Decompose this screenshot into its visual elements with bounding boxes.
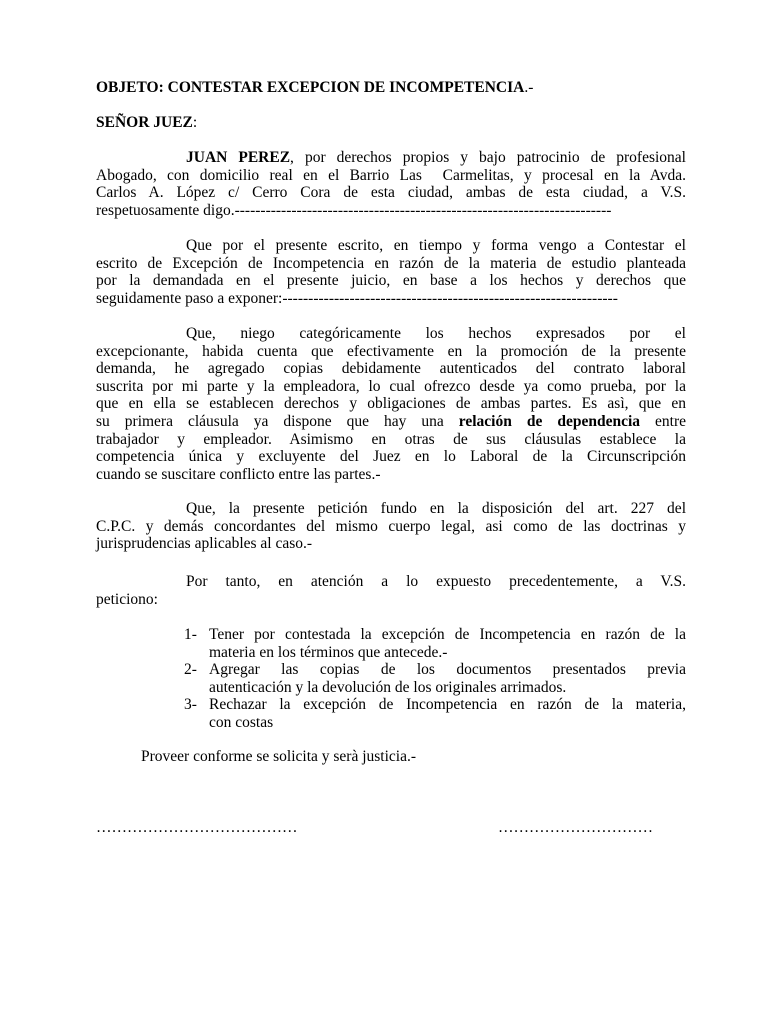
paragraph-line: Por tanto, en atención a lo expuesto precedentemente, a V.S. bbox=[186, 573, 686, 590]
closing-line: Proveer conforme se solicita y serà justicia.- bbox=[141, 748, 417, 765]
petition-list bbox=[184, 626, 686, 732]
paragraph-line: seguidamente paso a exponer:----------------------------------------------------------------- bbox=[96, 289, 618, 307]
paragraph-line: jurisprudencias aplicables al caso.- bbox=[96, 535, 313, 553]
paragraph-line: C.P.C. y demás concordantes del mismo cuerpo legal, asi como de las doctrinas y bbox=[96, 517, 686, 535]
salutation-suffix: : bbox=[192, 114, 198, 131]
paragraph-line bbox=[96, 413, 686, 431]
paragraph-line: escrito de Excepción de Incompetencia en razón de la materia de estudio planteada bbox=[96, 254, 686, 272]
paragraph-line: trabajador y empleador. Asimismo en otras de sus cláusulas establece la bbox=[96, 430, 686, 448]
paragraph-line: que en ella se establecen derechos y obligaciones de ambas partes. Es asì, que en bbox=[96, 395, 686, 413]
salutation-label: SEÑOR JUEZ bbox=[96, 114, 193, 131]
paragraph-intro bbox=[96, 149, 686, 219]
paragraph-line: competencia única y excluyente del Juez en lo Laboral de la Circunscripción bbox=[96, 448, 686, 466]
signature-line-left: ………………………………… bbox=[96, 819, 298, 836]
closing-statement bbox=[141, 748, 686, 766]
list-line: Rechazar la excepción de Incompetencia en razón de la materia, bbox=[209, 696, 686, 714]
list-line: con costas bbox=[209, 713, 274, 731]
paragraph-line: peticiono: bbox=[96, 590, 158, 608]
paragraph-contestation bbox=[96, 237, 686, 307]
paragraph-legal-basis bbox=[96, 500, 686, 553]
text-span: entre bbox=[640, 412, 687, 430]
list-item bbox=[184, 696, 686, 731]
list-number: 1- bbox=[184, 626, 197, 643]
paragraph-line: por la demandada en el presente juicio, en base a los hechos y derechos que bbox=[96, 272, 686, 290]
paragraph-line: Que, la presente petición fundo en la disposición del art. 227 del bbox=[186, 500, 686, 517]
text-span: , por derechos propios y bajo patrocinio de profesional bbox=[290, 149, 686, 166]
list-item bbox=[184, 626, 686, 661]
paragraph-line: suscrita por mi parte y la empleadora, lo cual ofrezco desde ya como prueba, por la bbox=[96, 377, 686, 395]
paragraph-petition-intro bbox=[96, 573, 686, 608]
paragraph-line: Que, niego categóricamente los hechos expresados por el bbox=[186, 325, 686, 342]
paragraph-line: cuando se suscitare conflicto entre las partes.- bbox=[96, 465, 381, 483]
list-line: autenticación y la devolución de los originales arrimados. bbox=[209, 678, 567, 696]
objeto-suffix: .- bbox=[524, 79, 534, 96]
list-line: Agregar las copias de los documentos presentados previa bbox=[209, 661, 686, 679]
paragraph-denial bbox=[96, 325, 686, 483]
paragraph-line: excepcionante, habida cuenta que efectivamente en la promoción de la presente bbox=[96, 342, 686, 360]
objeto-label: OBJETO: CONTESTAR EXCEPCION DE INCOMPETENCIA bbox=[96, 79, 525, 96]
paragraph-line: demanda, he agregado copias debidamente autenticados del contrato laboral bbox=[96, 360, 686, 378]
signature-line-right: ………………………… bbox=[498, 819, 653, 836]
paragraph-line bbox=[96, 149, 686, 167]
list-line: materia en los términos que antecede.- bbox=[209, 643, 448, 661]
list-number: 3- bbox=[184, 696, 197, 714]
paragraph-line: Abogado, con domicilio real en el Barrio Las Carmelitas, y procesal en la Avda. bbox=[96, 166, 686, 184]
list-line: Tener por contestada la excepción de Incompetencia en razón de la bbox=[209, 626, 686, 643]
list-item bbox=[184, 661, 686, 696]
objeto-heading bbox=[96, 79, 686, 97]
paragraph-line: respetuosamente digo.------------------------------------------------------------------------- bbox=[96, 201, 612, 219]
list-number: 2- bbox=[184, 661, 197, 679]
text-span: su primera cláusula ya dispone que hay una bbox=[96, 412, 459, 430]
bold-phrase: relación de dependencia bbox=[458, 412, 641, 430]
paragraph-line: Carlos A. López c/ Cerro Cora de esta ciudad, ambas de esta ciudad, a V.S. bbox=[96, 184, 686, 202]
party-name: JUAN PEREZ bbox=[186, 149, 291, 166]
salutation bbox=[96, 114, 686, 132]
paragraph-line: Que por el presente escrito, en tiempo y forma vengo a Contestar el bbox=[186, 237, 686, 254]
